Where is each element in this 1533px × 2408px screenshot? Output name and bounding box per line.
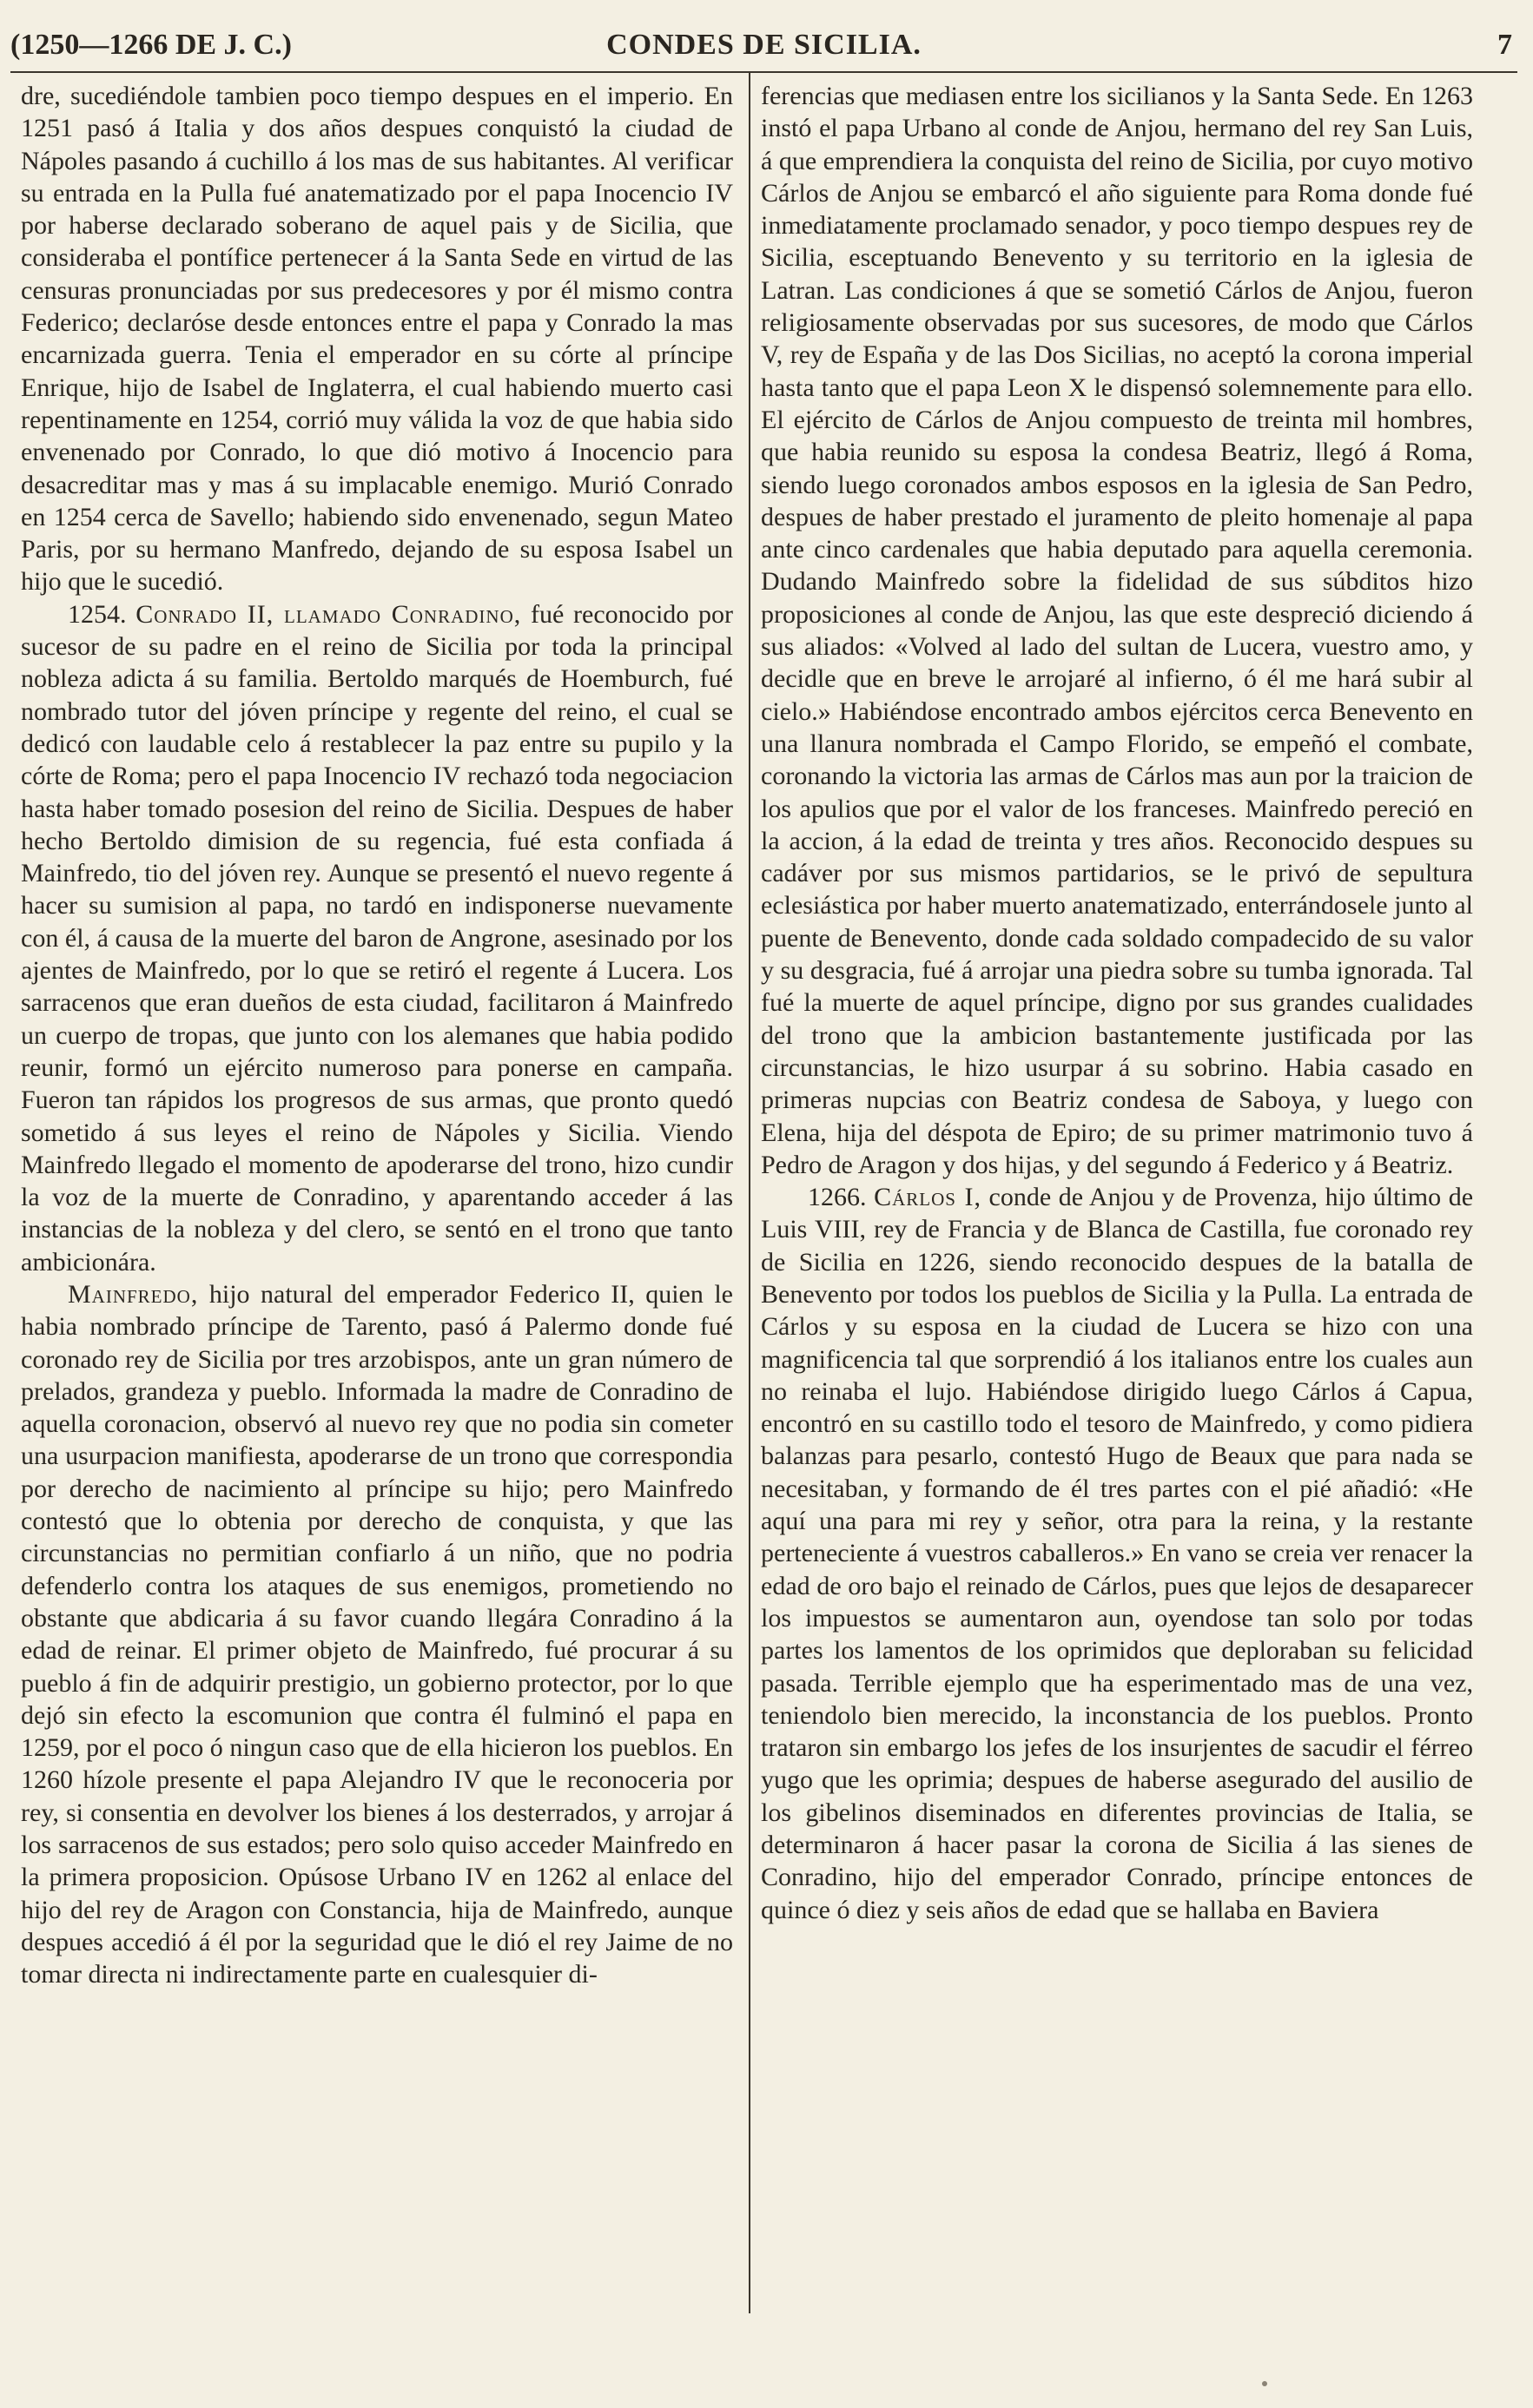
paragraph: dre, sucediéndole tambien poco tiempo despues en el imperio. En 1251 pasó á Italia y dos años despues conquistó la ciudad de Nápoles pasando á cuchillo á los mas de sus habitantes. Al verificar su entrada en la Pulla fué anatematizado por el papa Inocencio IV por haberse declarado soberano de aquel pais y de Sicilia, que consideraba el pontífice pertenecer á la Santa Sede en virtud de las censuras pronunciadas por sus predecesores y por él mismo contra Federico; declaróse desde entonces entre el papa y Conrado la mas encarnizada guerra. Tenia el emperador en su córte al príncipe Enrique, hijo de Isabel de Inglaterra, el cual habiendo muerto casi repentinamente en 1254, corrió muy válida la voz de que habia sido envenenado por Conrado, lo que dió motivo á Inocencio para desacreditar mas y mas á su implacable enemigo. Murió Conrado en 1254 cerca de Savello; habiendo sido envenenado, segun Mateo Paris, por su hermano Manfredo, dejando de su esposa Isabel un hijo que le sucedió. [21, 82, 733, 597]
header-title: CONDES DE SICILIA. [606, 29, 922, 61]
paragraph: ferencias que mediasen entre los sicilianos y la Santa Sede. En 1263 instó el papa Urbano al conde de Anjou, hermano del rey San Luis, á que emprendiera la conquista del reino de Sicilia, por cuyo motivo Cárlos de Anjou se embarcó el año siguiente para Roma donde fué inmediatamente proclamado senador, y poco tiempo despues rey de Sicilia, esceptuando Benevento y su territorio en la iglesia de Latran. Las condiciones á que se sometió Cárlos de Anjou, fueron religiosamente observadas por sus sucesores, de modo que Cárlos V, rey de España y de las Dos Sicilias, no aceptó la corona imperial hasta tanto que el papa Leon X le dispensó solemnemente para ello. El ejército de Cárlos de Anjou compuesto de treinta mil hombres, que habia reunido su esposa la condesa Beatriz, llegó á Roma, siendo luego coronados ambos esposos en la iglesia de San Pedro, despues de haber prestado el juramento de pleito homenaje al papa ante cinco cardenales que habia deputado para aquella ceremonia. Dudando Mainfredo sobre la fidelidad de sus súbditos hizo proposiciones al conde de Anjou, las que este despreció diciendo á sus aliados: «Volved al lado del sultan de Lucera, vuestro amo, y decidle que en breve le arrojaré al infierno, ó él me hará subir al cielo.» Habiéndose encontrado ambos ejércitos cerca Benevento en una llanura nombrada el Campo Florido, se empeñó el combate, coronando la victoria las armas de Cárlos mas aun por la traicion de los apulios que por el valor de los franceses. Mainfredo pereció en la accion, á la edad de treinta y tres años. Reconocido despues su cadáver por sus mismos partidarios, se le privó de sepultura eclesiástica por haber muerto anatematizado, enterrándosele junto al puente de Benevento, donde cada soldado compadecido de su valor y su desgracia, fué á arrojar una piedra sobre su tumba ignorada. Tal fué la muerte de aquel príncipe, digno por sus grandes cualidades del trono que la ambicion bastantemente justificada por las circunstancias, le hizo usurpar á su sobrino. Habia casado en primeras nupcias con Beatriz condesa de Saboya, y luego con Elena, hija del déspota de Epiro; de su primer matrimonio tuvo á Pedro de Aragon y dos hijas, y del segundo á Federico y á Beatriz. [761, 82, 1473, 1179]
entry-text: conde de Anjou y de Provenza, hijo último de Luis VIII, rey de Francia y de Blanca de Castilla, fue coronado rey de Sicilia en 1226, siendo reconocido despues de la batalla de Benevento por todos los pueblos de Sicilia y la Pulla. La entrada de Cárlos y su esposa en la ciudad de Lucera se hizo con una magnificencia tal que sorprendió á los italianos entre los cuales aun no reinaba el lujo. Habiéndose dirigido luego Cárlos á Capua, encontró en su castillo todo el tesoro de Mainfredo, y como pidiera balanzas para pesarlo, contestó Hugo de Beaux que para nada se necesitaban, y formando de él tres partes con el pié añadió: «He aquí una para mi rey y señor, otra para la reina, y la restante perteneciente á vuestros caballeros.» En vano se creia ver renacer la edad de oro bajo el reinado de Cárlos, pues que lejos de desaparecer los impuestos se aumentaron aun, oyendose tan solo por todas partes los lamentos de los oprimidos que deploraban su felicidad pasada. Terrible ejemplo que ha esperimentado mas de una vez, teniendolo bien merecido, la inconstancia de los pueblos. Pronto trataron sin embargo los jefes de los insurjentes de sacudir el férreo yugo que les oprimia; despues de haberse asegurado del ausilio de los gibelinos diseminados en diferentes provincias de Italia, se determinaron á hacer pasar la corona de Sicilia á las sienes de Conradino, hijo del emperador Conrado, príncipe entonces de quince ó diez y seis años de edad que se hallaba en Baviera [761, 1183, 1474, 1924]
entry-name: Mainfredo, [68, 1279, 199, 1309]
page-number: 7 [1497, 29, 1512, 61]
entry-name: Cárlos I, [874, 1183, 981, 1212]
text-columns [10, 73, 1517, 2313]
entry-year: 1254. [68, 599, 127, 629]
header-date-range: (1250—1266 DE J. C.) [10, 29, 292, 61]
running-header [10, 19, 1517, 73]
entry-year: 1266. [808, 1183, 867, 1212]
paragraph-carlos-i [761, 1181, 1473, 1926]
paragraph-conrado-ii [21, 598, 733, 1278]
right-column [750, 73, 1489, 2313]
entry-name: Conrado II, llamado Conradino, [135, 599, 522, 629]
entry-text: fué reconocido por sucesor de su padre en el reino de Sicilia por toda la principal nobleza adicta á su familia. Bertoldo marqués de Hoemburch, fué nombrado tutor del jóven príncipe y regente del reino, el cual se dedicó con laudable celo á restablecer la paz entre su pupilo y la córte de Roma; pero el papa Inocencio IV rechazó toda negociacion hasta haber tomado posesion del reino de Sicilia. Despues de haber hecho Bertoldo dimision de su regencia, fué esta confiada á Mainfredo, tio del jóven rey. Aunque se presentó el nuevo regente á hacer su sumision al papa, no tardó en indisponerse nuevamente con él, á causa de la muerte del baron de Angrone, asesinado por los ajentes de Mainfredo, por lo que se retiró el regente á Lucera. Los sarracenos que eran dueños de esta ciudad, facilitaron á Mainfredo un cuerpo de tropas, que junto con los alemanes que habia podido reunir, formó un ejército numeroso para ponerse en campaña. Fueron tan rápidos los progresos de sus armas, que pronto quedó sometido á sus leyes el reino de Nápoles y Sicilia. Viendo Mainfredo llegado el momento de apoderarse del trono, hizo cundir la voz de la muerte de Conradino, y aparentando acceder á las instancias de la nobleza y del clero, se sentó en el trono que tanto ambicionára. [21, 599, 734, 1277]
left-column [10, 73, 749, 2313]
paragraph-mainfredo [21, 1278, 733, 1991]
entry-text: hijo natural del emperador Federico II, quien le habia nombrado príncipe de Tarento, pasó á Palermo donde fué coronado rey de Sicilia por tres arzobispos, ante un gran número de prelados, grandeza y pueblo. Informada la madre de Conradino de aquella coronacion, observó al nuevo rey que no podia sin cometer una usurpacion manifiesta, apoderarse de un trono que correspondia por derecho de nacimiento al príncipe su hijo; pero Mainfredo contestó que lo obtenia por derecho de conquista, y que las circunstancias no permitian confiarlo á un niño, que no podria defenderlo contra los ataques de sus enemigos, prometiendo no obstante que abdicaria á su favor cuando llegára Conradino á la edad de reinar. El primer objeto de Mainfredo, fué procurar á su pueblo á fin de adquirir prestigio, un gobierno protector, por lo que dejó sin efecto la escomunion que contra él fulminó el papa en 1259, por el poco ó ningun caso que de ella hicieron los pueblos. En 1260 hízole presente el papa Alejandro IV que le reconoceria por rey, si consentia en devolver los bienes á los desterrados, y arrojar á los sarracenos de sus estados; pero solo quiso acceder Mainfredo en la primera proposicion. Opúsose Urbano IV en 1262 al enlace del hijo del rey de Aragon con Constancia, hija de Mainfredo, aunque despues accedió á él por la seguridad que le dió el rey Jaime de no tomar directa ni indirectamente parte en cualesquier di- [21, 1279, 733, 1989]
paper-speck [1262, 2381, 1267, 2386]
